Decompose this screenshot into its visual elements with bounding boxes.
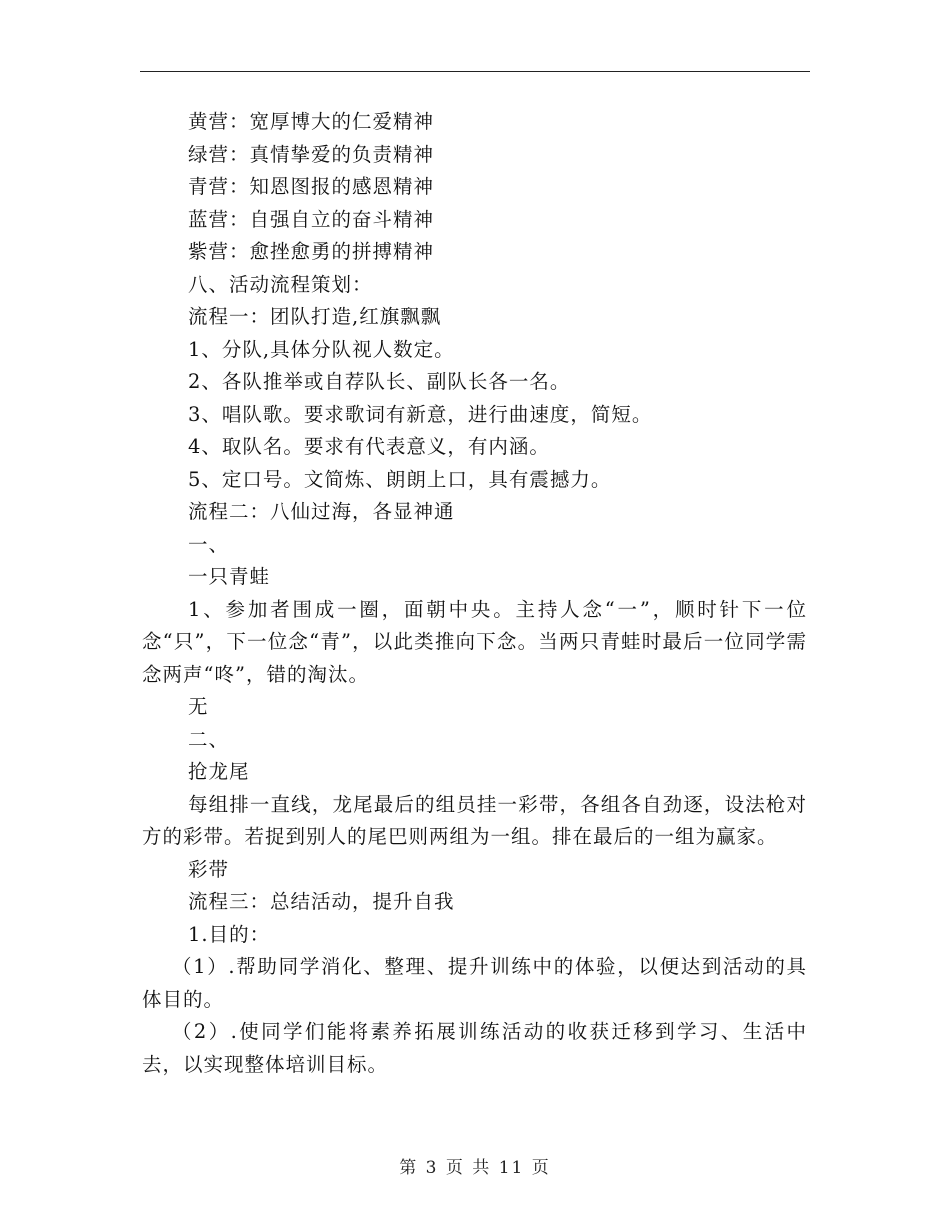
list-item: 1、分队,具体分队视人数定。 [188,337,455,361]
list-item: 3、唱队歌。要求歌词有新意，进行曲速度，简短。 [188,402,653,426]
materials-note: 彩带 [188,857,230,881]
header-rule [140,71,810,72]
list-item: 5、定口号。文简炼、朗朗上口，具有震撼力。 [188,467,612,491]
text-line: 青营：知恩图报的感恩精神 [188,175,435,198]
process-heading: 流程三：总结活动，提升自我 [188,890,455,913]
process-heading: 流程二：八仙过海，各显神通 [188,500,455,523]
process-heading: 流程一：团队打造,红旗飘飘 [188,305,442,328]
game-title: 抢龙尾 [188,760,250,783]
goal-heading: 1.目的： [188,922,271,946]
list-item: 2、各队推举或自荐队长、副队长各一名。 [188,370,571,393]
text-line: 绿营：真情挚爱的负责精神 [188,142,435,166]
list-item: 4、取队名。要求有代表意义，有内涵。 [188,435,550,458]
text-line: 紫营：愈挫愈勇的拼搏精神 [188,240,435,263]
document-body [142,106,807,1081]
paragraph-goal-2: （2）.使同学们能将素养拓展训练活动的收获迁移到学习、生活中去，以实现整体培训目标。 [142,1020,807,1076]
section-heading: 八、活动流程策划： [188,272,373,296]
materials-note: 无 [188,695,209,718]
game-number: 一、 [188,532,230,556]
game-title: 一只青蛙 [188,565,271,588]
paragraph-dragon-tail-game: 每组排一直线，龙尾最后的组员挂一彩带，各组各自劲逐，设法枪对方的彩带。若捉到别人的尾巴则两组为一组。排在最后的一组为赢家。 [142,792,807,848]
page-number: 第 3 页 共 11 页 [399,1158,551,1178]
game-number: 二、 [188,727,230,751]
paragraph-frog-game: 1、参加者围成一圈，面朝中央。主持人念“一”，顺时针下一位念“只”，下一位念“青”，以此类推向下念。当两只青蛙时最后一位同学需念两声“咚”，错的淘汰。 [142,597,807,686]
paragraph-goal-1: （1）.帮助同学消化、整理、提升训练中的体验，以便达到活动的具体目的。 [142,955,807,1011]
text-line: 黄营：宽厚博大的仁爱精神 [188,110,435,133]
text-line: 蓝营：自强自立的奋斗精神 [188,207,435,231]
